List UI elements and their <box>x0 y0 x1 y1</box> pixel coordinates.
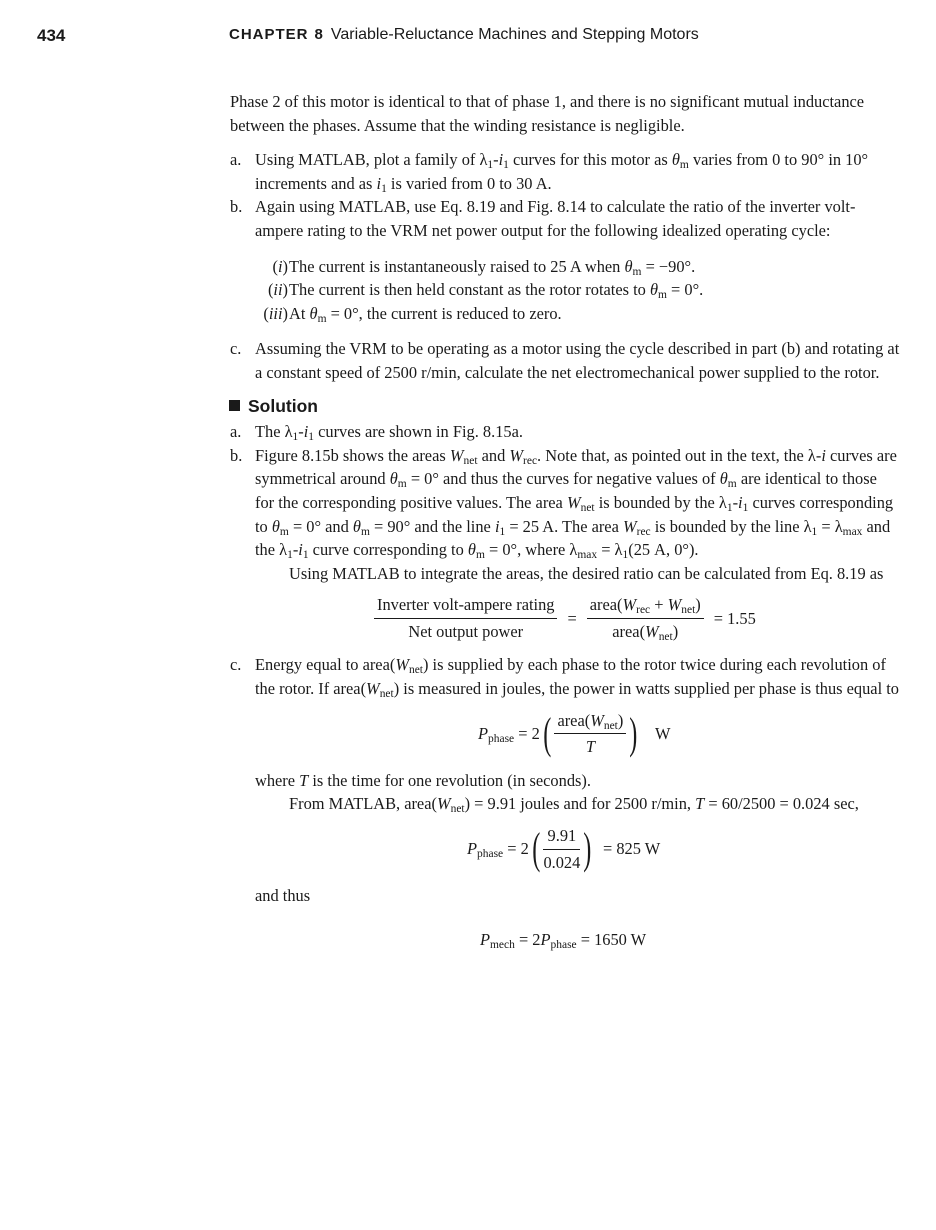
solution-heading: Solution <box>229 395 900 419</box>
eq1-numerator: Inverter volt-ampere rating <box>374 593 557 619</box>
equation-pphase: $P_{phase} = 2$ ( $\frac{area(W_{net})}{T}$ ) W <box>478 708 671 758</box>
and-thus: and thus <box>255 886 311 906</box>
part-b-text: Again using MATLAB, use Eq. 8.19 and Fig. 8.14 to calculate the ratio of the inverter volt-ampere rating to the VRM net power output for the following idealized operating cycle: <box>255 197 856 240</box>
part-b-marker: b. <box>230 197 243 217</box>
part-a: a. Using MATLAB, plot a family of $\lambda_1-i_1$ curves for this motor as $\theta_m$ varies from 0 to 90° in 10° increments and as $i_1$ is varied from 0 to 30 A. <box>230 150 869 195</box>
chapter-label: CHAPTER <box>229 26 309 43</box>
eq1-value: = 1.55 <box>713 608 756 628</box>
part-a-marker: a. <box>230 150 242 170</box>
chapter-number: 8 <box>314 26 323 43</box>
cycle-step-1: (i) The current is instantaneously raised to 25 A when $\theta_m = -90^\circ$. <box>272 256 696 278</box>
solution-c-cont: where T is the time for one revolution (in seconds). From MATLAB, $area(W_{net}) = 9.91$ joules and for 2500 r/min, T = 60/2500 = 0.024 sec, <box>255 770 859 816</box>
square-bullet-icon <box>229 400 240 411</box>
eq1-denominator: Net output power <box>408 621 524 641</box>
cycle-step-2: (ii) The current is then held constant as the rotor rotates to $\theta_m = 0^\circ$. <box>267 280 704 302</box>
equation-ratio: $\frac{\text{Inverter volt-ampere rating}}{\text{Net output power}}$ = $\frac{area(W_{rec} + W_{net})}{area(W_{net})}$ = 1.55 <box>374 593 900 643</box>
solution-b: b. Figure 8.15b shows the areas $W_{net}$ and $W_{rec}$. Note that, as pointed out in the text, the λ-i curves are symmetrical around $\theta_m = 0^\circ$ and thus the curves for negative values of $\theta_m$ are identical to those for the corresponding positive values. The area $W_{net}$ is bounded by the $\lambda_1-i_1$ curves corresponding to $\theta_m = 0^\circ$ and $\theta_m = 90^\circ$ and the line $i_1 = 25$ A. The area $W_{rec}$ is bounded by the line $\lambda_1 = \lambda_{max}$ and the $\lambda_1-i_1$ curve corresponding to $\theta_m = 0^\circ$, where $\lambda_{max} = \lambda_1(25$ A, 0°). Using MATLAB to integrate the areas, the desired ratio can be calculated from Eq. 8.19 as <box>230 444 900 586</box>
solution-b-para2: Using MATLAB to integrate the areas, the desired ratio can be calculated from Eq. 8.19 as <box>289 563 884 583</box>
page-number: 434 <box>37 26 66 45</box>
part-c-marker: c. <box>230 339 242 359</box>
equation-pphase-value: $P_{phase} = 2$ ( $\frac{9.91}{0.024}$ ) = 825 W <box>467 824 661 874</box>
solution-c: c. Energy equal to $area(W_{net})$ is supplied by each phase to the rotor twice during each revolution of the rotor. If $area(W_{net})$ is measured in joules, the power in watts supplied per phase is thus equal to <box>230 655 899 700</box>
running-header <box>0 26 936 48</box>
equation-pmech: $P_{mech} = 2P_{phase} = 1650$ W <box>480 929 647 951</box>
part-b <box>230 195 900 242</box>
chapter-title: Variable-Reluctance Machines and Stepping Motors <box>330 26 699 43</box>
page-body <box>230 90 900 951</box>
chapter-heading <box>229 26 699 44</box>
part-c <box>230 337 900 384</box>
solution-a: a. The $\lambda_1-i_1$ curves are shown in Fig. 8.15a. <box>230 422 523 443</box>
part-c-text: Assuming the VRM to be operating as a motor using the cycle described in part (b) and rotating at a constant speed of 2500 r/min, calculate the net electromechanical power supplied to the rotor. <box>255 339 900 382</box>
intro-paragraph: Phase 2 of this motor is identical to that of phase 1, and there is no significant mutual inductance between the phases. Assume that the winding resistance is negligible. <box>230 92 865 135</box>
cycle-step-3: (iii) At $\theta_m = 0^\circ$, the current is reduced to zero. <box>263 303 562 325</box>
